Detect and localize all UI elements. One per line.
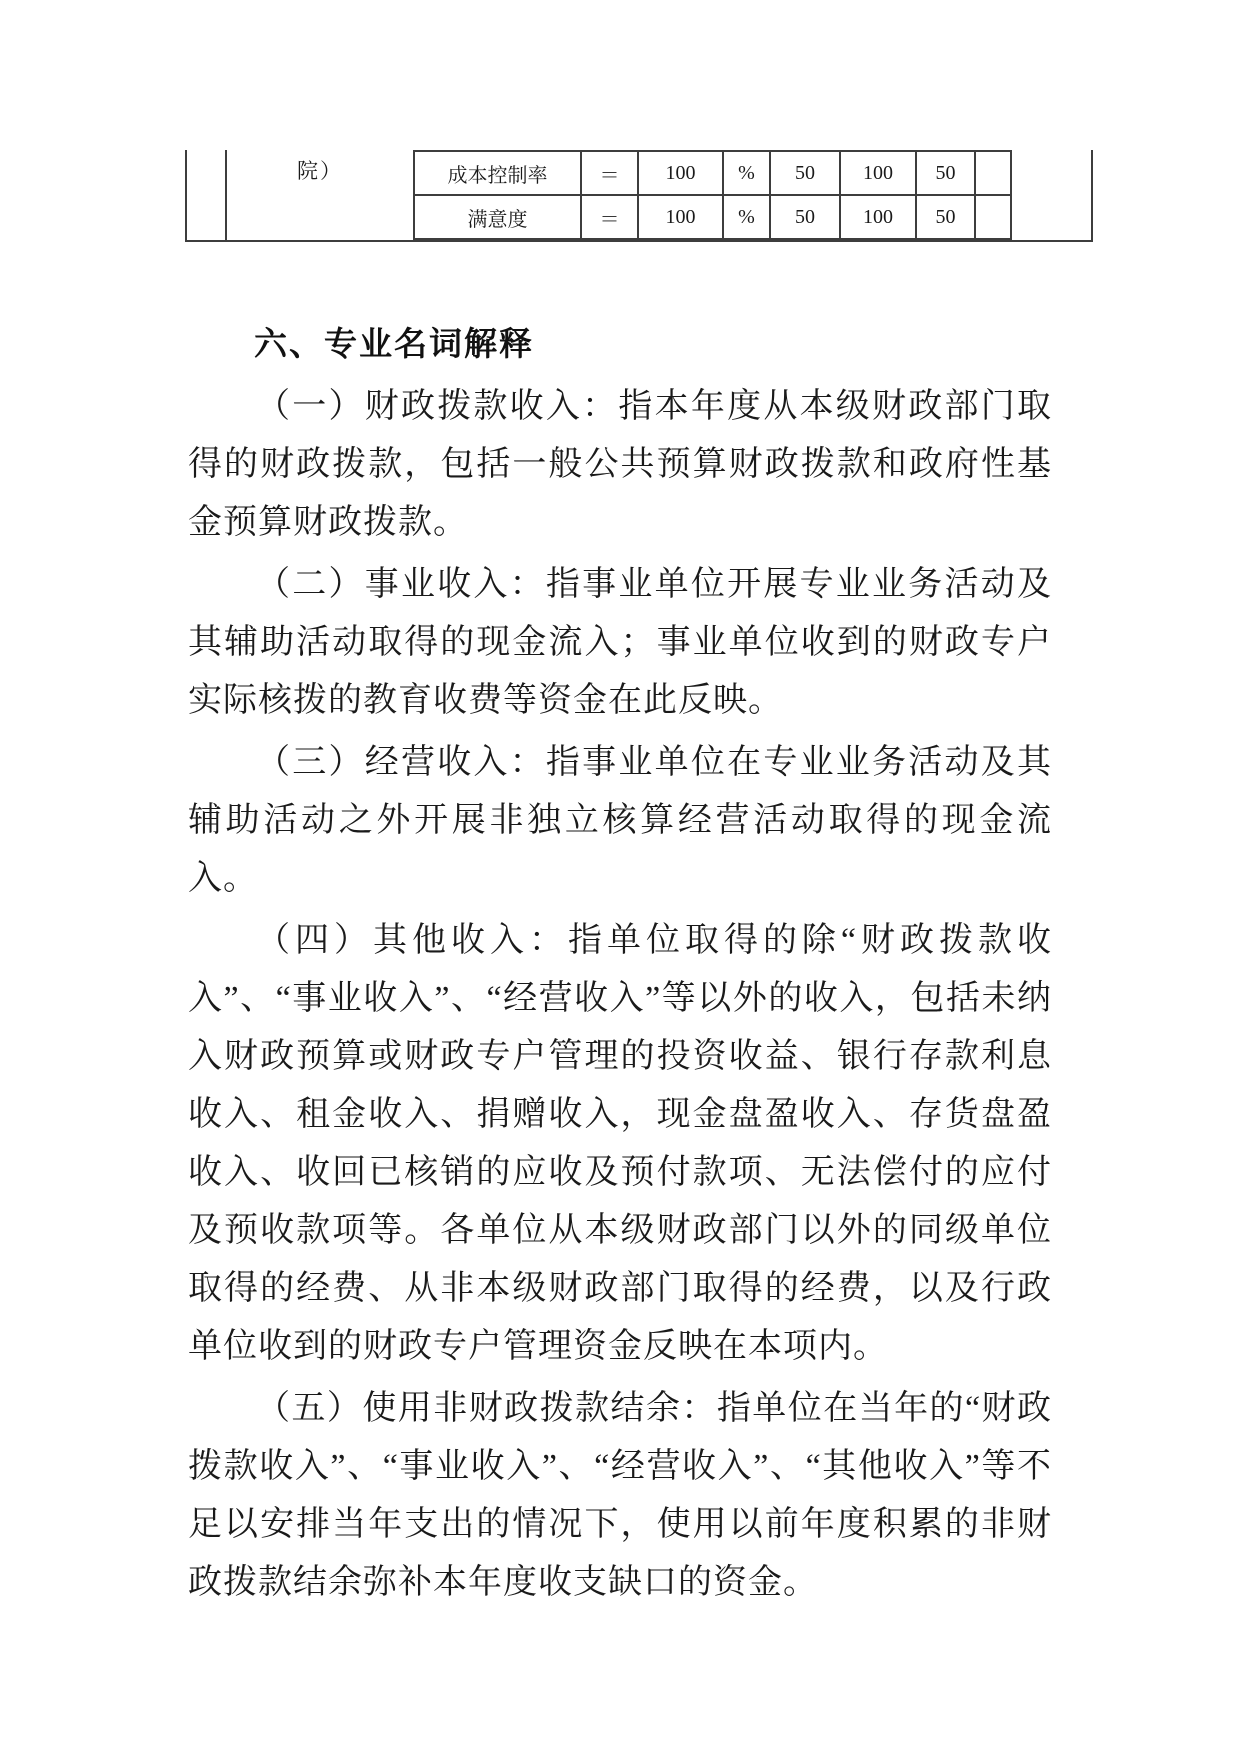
indicator-subtable <box>413 150 1012 240</box>
indicator-name-cell: 满意度 <box>414 195 581 239</box>
score-cell: 50 <box>916 195 975 239</box>
table-left-narrow-cell <box>187 150 227 240</box>
operator-cell: ＝ <box>581 195 638 239</box>
indicator-name-cell: 成本控制率 <box>414 151 581 195</box>
actual-value-cell: 100 <box>840 151 916 195</box>
performance-table-fragment <box>185 150 1093 242</box>
actual-value-cell: 100 <box>840 195 916 239</box>
table-row <box>414 151 1011 195</box>
table-project-name-cell <box>227 150 413 240</box>
project-name-continued-text: 院） <box>297 159 343 183</box>
unit-cell: % <box>723 195 770 239</box>
score-cell: 50 <box>916 151 975 195</box>
weight-cell: 50 <box>770 195 840 239</box>
empty-cell <box>975 151 1011 195</box>
definition-paragraph-business-income: （二）事业收入：指事业单位开展专业业务活动及其辅助活动取得的现金流入；事业单位收到的财政专户实际核拨的教育收费等资金在此反映。 <box>188 566 1052 719</box>
section-body <box>188 378 1052 1616</box>
table-row <box>414 195 1011 239</box>
weight-cell: 50 <box>770 151 840 195</box>
definition-paragraph-fiscal-appropriation-income: （一）财政拨款收入：指本年度从本级财政部门取得的财政拨款，包括一般公共预算财政拨款和政府性基金预算财政拨款。 <box>188 388 1052 541</box>
target-value-cell: 100 <box>638 151 723 195</box>
table-right-empty-cell <box>1012 150 1091 240</box>
unit-cell: % <box>723 151 770 195</box>
definition-paragraph-other-income: （四）其他收入：指单位取得的除“财政拨款收入”、“事业收入”、“经营收入”等以外的收入，包括未纳入财政预算或财政专户管理的投资收益、银行存款利息收入、租金收入、捐赠收入，现金盘盈收入、存货盘盈收入、收回已核销的应收及预付款项、无法偿付的应付及预收款项等。各单位从本级财政部门以外的同级单位取得的经费、从非本级财政部门取得的经费，以及行政单位收到的财政专户管理资金反映在本项内。 <box>188 922 1052 1365</box>
definition-paragraph-operating-income: （三）经营收入：指事业单位在专业业务活动及其辅助活动之外开展非独立核算经营活动取得的现金流入。 <box>188 744 1052 897</box>
definition-paragraph-non-fiscal-carryover: （五）使用非财政拨款结余：指单位在当年的“财政拨款收入”、“事业收入”、“经营收入”、“其他收入”等不足以安排当年支出的情况下，使用以前年度积累的非财政拨款结余弥补本年度收支缺口的资金。 <box>188 1390 1052 1601</box>
operator-cell: ＝ <box>581 151 638 195</box>
empty-cell <box>975 195 1011 239</box>
section-heading: 六、专业名词解释 <box>254 325 534 362</box>
target-value-cell: 100 <box>638 195 723 239</box>
